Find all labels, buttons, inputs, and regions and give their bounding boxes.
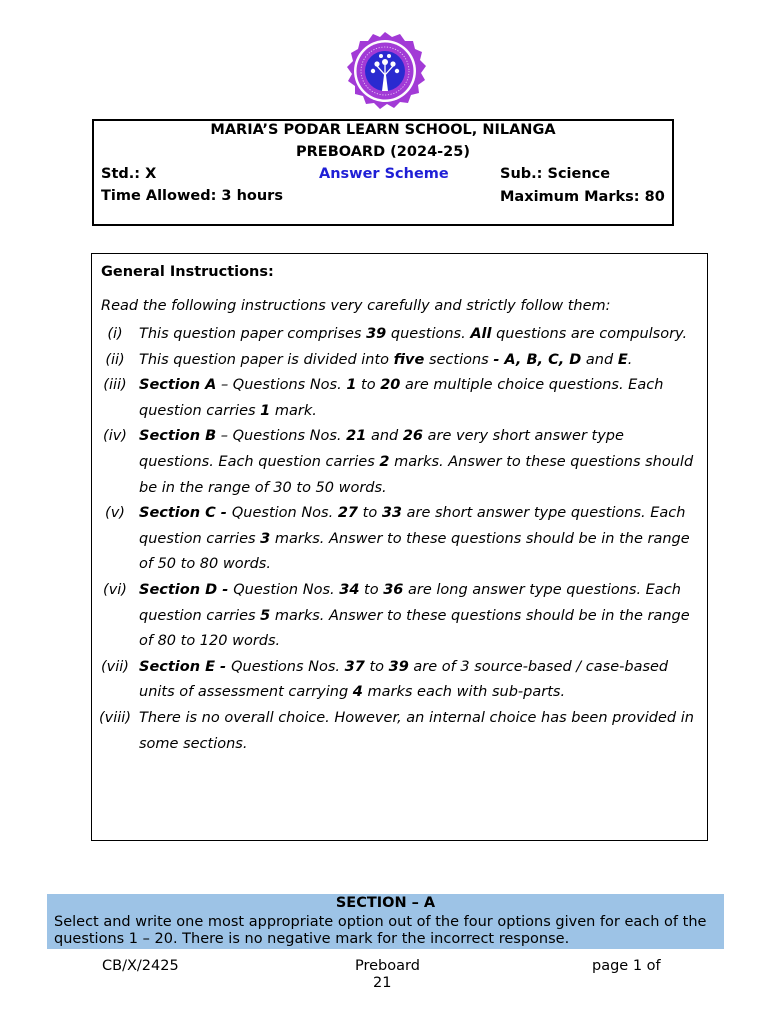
section-a-title: SECTION – A xyxy=(335,895,436,911)
instruction-run: are very short answer type questions. Each question carries xyxy=(139,428,624,470)
footer-exam-label: Preboard xyxy=(355,958,420,974)
instruction-emphasis: 1 xyxy=(260,402,271,419)
instruction-item xyxy=(92,706,702,757)
instruction-number: (iv) xyxy=(103,428,127,445)
instruction-emphasis: 20 xyxy=(380,377,401,394)
general-instructions-box xyxy=(91,253,708,841)
instruction-emphasis: 21 xyxy=(346,428,367,445)
instruction-emphasis: All xyxy=(470,326,492,342)
subject-label: Sub.: Science xyxy=(500,166,611,182)
instructions-title: General Instructions: xyxy=(101,264,274,280)
time-allowed-label: Time Allowed: 3 hours xyxy=(101,188,283,204)
footer-paper-code: CB/X/2425 xyxy=(102,958,179,974)
answer-scheme-label: Answer Scheme xyxy=(319,166,449,182)
instruction-emphasis: Section B xyxy=(139,428,217,445)
instruction-run: are of 3 source-based / case-based units of assessment carrying xyxy=(139,658,669,701)
instruction-run: – Questions Nos. xyxy=(216,428,347,445)
instruction-item xyxy=(92,655,702,706)
instruction-run: This question paper comprises xyxy=(139,326,367,342)
exam-header-box xyxy=(92,119,674,226)
instruction-run: marks. Answer to these questions should be in the range of 80 to 120 words. xyxy=(139,607,690,650)
instruction-run: are multiple choice questions. Each question carries xyxy=(139,377,664,419)
instruction-emphasis: - A, B, C, D xyxy=(493,351,582,368)
instruction-emphasis: 2 xyxy=(379,453,390,470)
instruction-number: (v) xyxy=(105,505,125,522)
instruction-number: (ii) xyxy=(105,351,125,368)
instruction-run: marks each with sub-parts. xyxy=(362,684,566,701)
instruction-emphasis: 5 xyxy=(260,607,271,624)
maximum-marks-label: Maximum Marks: 80 xyxy=(500,189,665,205)
instruction-text xyxy=(139,322,694,348)
instruction-number: (i) xyxy=(107,326,123,342)
instruction-item xyxy=(92,424,702,501)
instruction-text xyxy=(139,424,694,501)
instruction-emphasis: E xyxy=(617,351,628,368)
instruction-emphasis: 39 xyxy=(366,326,387,342)
instruction-run: and xyxy=(366,428,403,445)
instruction-emphasis: 1 xyxy=(346,377,357,394)
footer-page-total: 21 xyxy=(373,975,392,991)
school-seal-icon xyxy=(340,31,430,117)
instruction-run: Question Nos. xyxy=(233,581,340,598)
instruction-text xyxy=(139,578,694,655)
instruction-run: to xyxy=(358,505,382,522)
instruction-run: sections xyxy=(424,351,494,368)
instructions-list xyxy=(92,322,702,757)
instruction-run: marks. Answer to these questions should be in the range of 50 to 80 words. xyxy=(139,530,690,573)
instruction-emphasis: 39 xyxy=(388,658,409,675)
exam-name: PREBOARD (2024-25) xyxy=(296,144,470,160)
instruction-item xyxy=(92,348,702,374)
instruction-item xyxy=(92,578,702,655)
instruction-text xyxy=(139,655,694,706)
instruction-run: mark. xyxy=(270,402,317,419)
instruction-text xyxy=(139,373,694,424)
instruction-emphasis: 36 xyxy=(383,581,404,598)
instruction-run: questions. xyxy=(386,326,471,342)
instruction-run: There is no overall choice. However, an internal choice has been provided in some sections. xyxy=(139,709,694,752)
school-name: MARIA’S PODAR LEARN SCHOOL, NILANGA xyxy=(210,122,556,138)
section-a-instructions: Select and write one most appropriate option out of the four options given for each of the questions 1 – 20. There is no negative mark for the incorrect response. xyxy=(54,914,707,947)
instruction-number: (vii) xyxy=(101,658,129,675)
instruction-text xyxy=(139,348,694,374)
instruction-item xyxy=(92,322,702,348)
standard-label: Std.: X xyxy=(101,166,157,182)
instruction-run: This question paper is divided into xyxy=(139,351,394,368)
instruction-text xyxy=(139,706,694,757)
instruction-emphasis: Section A xyxy=(139,377,217,394)
instruction-text xyxy=(139,501,694,578)
instruction-emphasis: 3 xyxy=(260,530,271,547)
instruction-run: to xyxy=(356,377,381,394)
instruction-run: . xyxy=(627,351,633,368)
instruction-number: (vi) xyxy=(103,581,127,598)
instruction-emphasis: Section D - xyxy=(139,581,234,598)
instruction-emphasis: 4 xyxy=(352,684,363,701)
instruction-emphasis: 27 xyxy=(337,505,359,522)
instruction-item xyxy=(92,373,702,424)
instruction-run: and xyxy=(581,351,618,368)
instruction-emphasis: Section C - xyxy=(139,505,232,522)
instruction-run: questions are compulsory. xyxy=(491,326,688,342)
instruction-run: marks. Answer to these questions should be in the range of 30 to 50 words. xyxy=(139,453,694,496)
instruction-emphasis: five xyxy=(393,351,425,368)
instruction-run: to xyxy=(364,658,389,675)
instruction-number: (iii) xyxy=(103,377,127,394)
instruction-emphasis: 26 xyxy=(402,428,424,445)
instruction-run: are short answer type questions. Each question carries xyxy=(139,505,686,547)
footer-page-number: page 1 of xyxy=(592,958,661,974)
instruction-emphasis: 34 xyxy=(339,581,360,598)
instruction-run: are long answer type questions. Each question carries xyxy=(139,581,681,624)
section-a-banner xyxy=(47,894,724,949)
instruction-number: (viii) xyxy=(99,709,131,726)
instruction-emphasis: Section E - xyxy=(139,658,232,675)
instructions-intro: Read the following instructions very carefully and strictly follow them: xyxy=(101,298,611,314)
instruction-run: Question Nos. xyxy=(231,505,338,522)
instruction-run: to xyxy=(359,581,384,598)
instruction-item xyxy=(92,501,702,578)
instruction-run: Questions Nos. xyxy=(231,658,345,675)
instruction-run: – Questions Nos. xyxy=(216,377,347,394)
instruction-emphasis: 37 xyxy=(344,658,365,675)
instruction-emphasis: 33 xyxy=(381,505,402,522)
